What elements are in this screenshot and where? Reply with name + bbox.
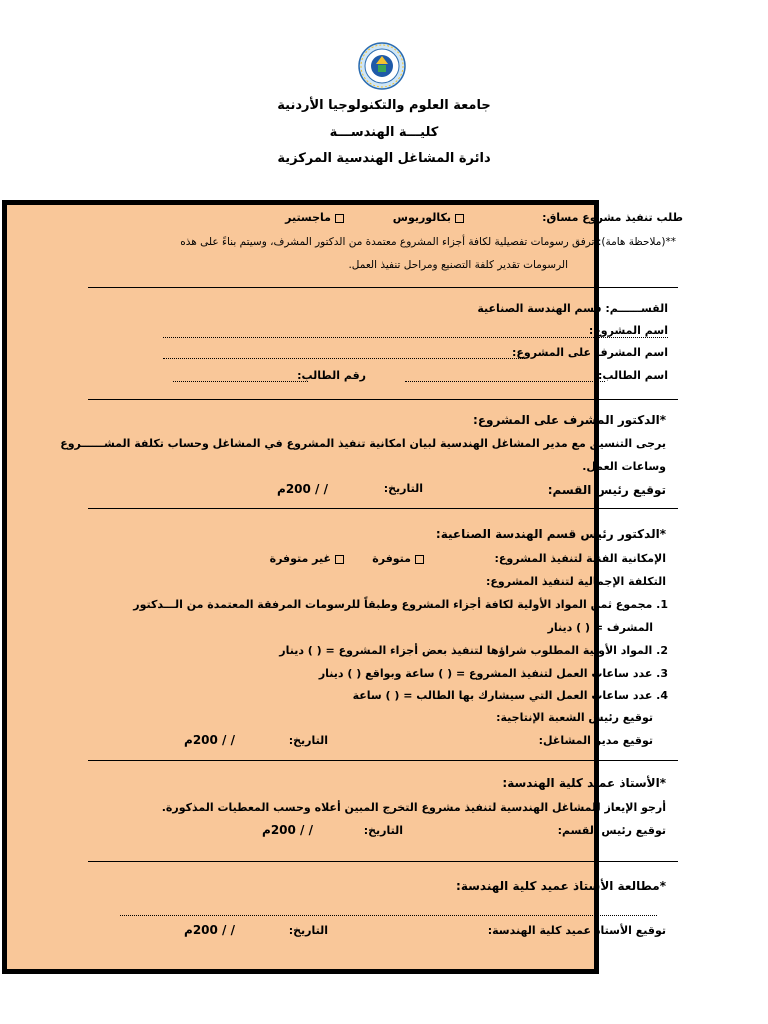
divider-4 xyxy=(88,760,678,761)
project-name-field[interactable] xyxy=(163,337,668,338)
dean-request-date-value: / / 200م xyxy=(262,823,313,837)
total-cost-label: التكلفة الإجمالية لتنفيذ المشروع: xyxy=(486,575,666,588)
university-seal-icon xyxy=(356,42,408,90)
department-line: القســــــم: قسم الهندسة الصناعية xyxy=(477,302,668,315)
university-logo xyxy=(356,42,408,90)
dept-head-section-title: *الدكتور رئيس قسم الهندسة الصناعية: xyxy=(435,527,666,541)
cost-item-3: 3. عدد ساعات العمل لتنفيذ المشروع = ( ) ساعة وبواقع ( ) دينار xyxy=(318,667,668,680)
cost-item-4: 4. عدد ساعات العمل التي سيشارك بها الطالب = ( ) ساعة xyxy=(352,689,668,702)
dean-request-date-label: التاريخ: xyxy=(363,824,403,837)
dean-review-date-label: التاريخ: xyxy=(288,924,328,937)
option-unavailable: غير متوفرة xyxy=(270,552,348,565)
dean-review-date-value: / / 200م xyxy=(184,923,235,937)
option-bachelor: بكالوريوس xyxy=(393,211,468,224)
faculty-name: كليـــة الهندســـة xyxy=(329,125,439,140)
note-line-2: الرسومات تقدير كلفة التصنيع ومراحل تنفيذ العمل. xyxy=(348,259,568,271)
section-head-sign-label: توقيع رئيس الشعبة الإنتاجية: xyxy=(496,711,653,724)
project-name-label: اسم المشروع: xyxy=(588,324,668,337)
option-available: متوفرة xyxy=(372,552,428,565)
dept-head-date-label: التاريخ: xyxy=(288,734,328,747)
possibility-label: الإمكانية الفنية لتنفيذ المشروع: xyxy=(494,552,666,565)
department-name: دائرة المشاغل الهندسية المركزية xyxy=(277,151,491,166)
student-name-label: اسم الطالب: xyxy=(598,369,668,382)
master-checkbox[interactable] xyxy=(335,214,344,223)
student-number-label: رقم الطالب: xyxy=(297,369,366,382)
university-name: جامعة العلوم والتكنولوجيا الأردنية xyxy=(277,98,491,113)
request-title: طلب تنفيذ مشروع مساق: xyxy=(542,211,683,224)
supervisor-body-2: وساعات العمل. xyxy=(582,460,666,473)
dean-request-title: *الأستاذ عميد كلية الهندسة: xyxy=(502,776,666,790)
dean-sign-label: توقيع الأستاذ عميد كلية الهندسة: xyxy=(487,924,666,937)
supervisor-section-title: *الدكتور المشرف على المشروع: xyxy=(473,413,666,427)
supervisor-name-field[interactable] xyxy=(163,358,525,359)
supervisor-date-label: التاريخ: xyxy=(383,482,423,495)
dept-head-date-value: / / 200م xyxy=(184,733,235,747)
divider-2 xyxy=(88,399,678,400)
supervisor-name-label: اسم المشرف على المشروع: xyxy=(512,346,668,359)
unavailable-checkbox[interactable] xyxy=(335,555,344,564)
student-number-field[interactable] xyxy=(173,381,308,382)
supervisor-body-1: يرجى التنسيق مع مدير المشاغل الهندسية لبيان امكانية تنفيذ المشروع في المشاغل وحساب تكلفة المشــــــروع xyxy=(60,437,666,450)
dean-review-field[interactable] xyxy=(120,915,657,916)
divider-1 xyxy=(88,287,678,288)
option-master: ماجستير xyxy=(285,211,348,224)
supervisor-date-value: / / 200م xyxy=(277,482,328,496)
dean-request-sign-label: توقيع رئيس القسم: xyxy=(557,824,666,837)
supervisor-sign-label: توقيع رئيس القسم: xyxy=(547,483,666,497)
available-checkbox[interactable] xyxy=(415,555,424,564)
dean-review-title: *مطالعة الأستاذ عميد كلية الهندسة: xyxy=(456,879,666,893)
cost-item-1-line-2: المشرف = ( ) دينار xyxy=(547,621,653,634)
student-name-field[interactable] xyxy=(405,381,605,382)
dean-request-body: أرجو الإيعاز للمشاغل الهندسية لتنفيذ مشروع التخرج المبين أعلاه وحسب المعطيات المذكورة. xyxy=(161,801,666,814)
workshop-manager-sign-label: توقيع مدير المشاغل: xyxy=(538,734,653,747)
divider-3 xyxy=(88,508,678,509)
cost-item-1-line-1: 1. مجموع ثمن المواد الأولية لكافة أجزاء المشروع وطبقاً للرسومات المرفقة المعتمدة من الـــدكتور xyxy=(133,598,668,611)
note-line-1: **(ملاحظة هامة): ترفق رسومات تفصيلية لكافة أجزاء المشروع معتمدة من الدكتور المشرف، وسيتم بناءً على هذه xyxy=(180,236,676,248)
cost-item-2: 2. المواد الأولية المطلوب شراؤها لتنفيذ بعض أجزاء المشروع = ( ) دينار xyxy=(279,644,668,657)
divider-5 xyxy=(88,861,678,862)
bachelor-checkbox[interactable] xyxy=(455,214,464,223)
